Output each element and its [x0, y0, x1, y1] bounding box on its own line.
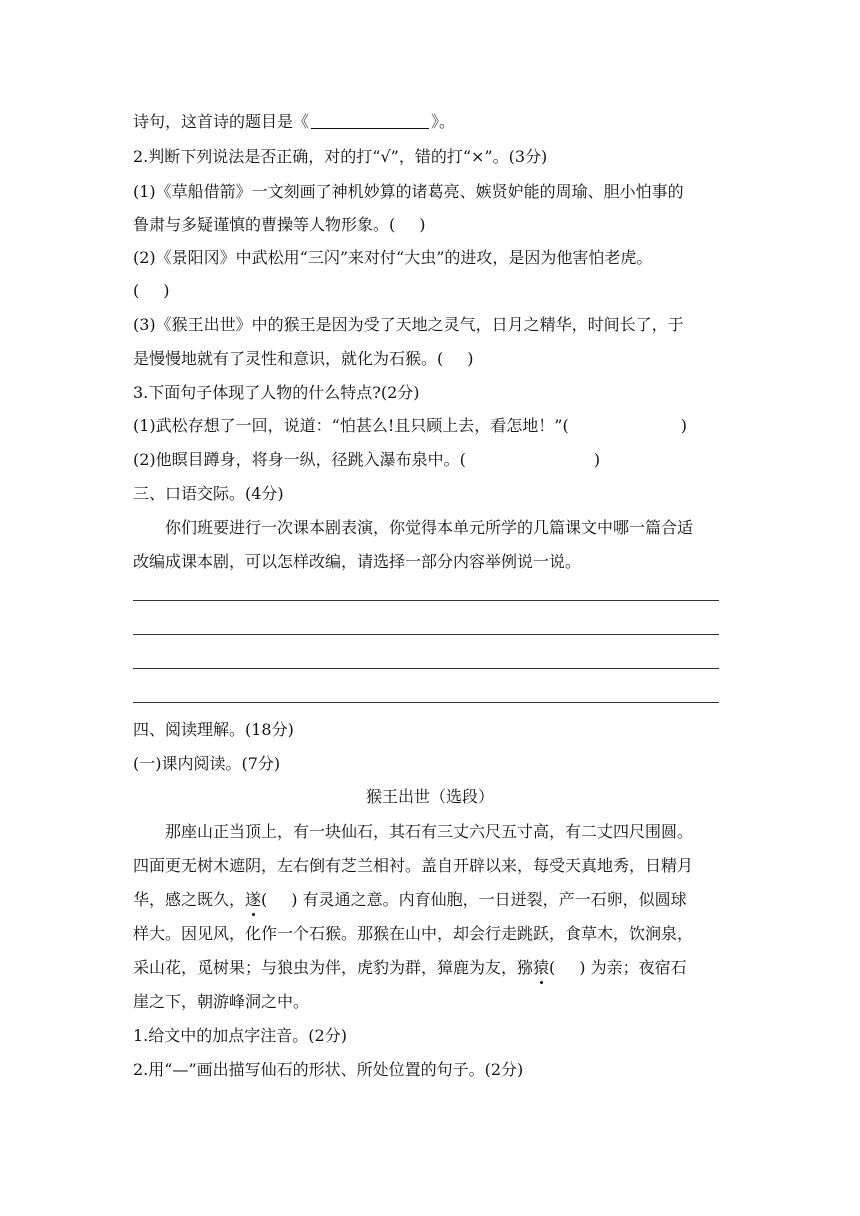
answer-line[interactable] — [133, 668, 719, 669]
passage-line: 崖之下，朝游峰洞之中。 — [133, 992, 310, 1011]
question-4-2: 2.用“—”画出描写仙石的形状、所处位置的句子。(2分) — [133, 1060, 524, 1079]
dotted-char: 遂 — [245, 890, 262, 909]
question-3: 3.下面句子体现了人物的什么特点?(2分) — [133, 383, 420, 402]
section-3-heading: 三、口语交际。(4分) — [133, 484, 284, 503]
answer-line[interactable] — [133, 702, 719, 703]
passage-line: 那座山正当顶上，有一块仙石，其石有三丈六尺五寸高，有二丈四尺围圆。 — [165, 822, 694, 841]
answer-line[interactable] — [133, 600, 719, 601]
question-2: 2.判断下列说法是否正确，对的打“√”，错的打“×”。(3分) — [133, 147, 548, 166]
question-4-1: 1.给文中的加点字注音。(2分) — [133, 1026, 347, 1045]
answer-line[interactable] — [133, 634, 719, 635]
passage-title: 猴王出世（选段） — [365, 787, 494, 806]
passage-line: 采山花，觅树果；与狼虫为伴，虎豹为群，獐鹿为友，猕猿( ) 为亲；夜宿石 — [133, 958, 687, 977]
question-2-item-2: (2)《景阳冈》中武松用“三闪”来对付“大虫”的进攻，是因为他害怕老虎。 — [133, 248, 653, 267]
question-2-item-1: (1)《草船借箭》一文刻画了神机妙算的诸葛亮、嫉贤妒能的周瑜、胆小怕事的 — [133, 182, 684, 201]
section-3-prompt-cont: 改编成课本剧，可以怎样改编，请选择一部分内容举例说一说。 — [133, 552, 582, 571]
question-3-item-1: (1)武松存想了一回，说道：“怕甚么!且只顾上去，看怎地！”( ) — [133, 416, 687, 435]
question-2-item-3-cont: 是慢慢地就有了灵性和意识，就化为石猴。( ) — [133, 349, 474, 368]
question-2-item-1-cont: 鲁肃与多疑谨慎的曹操等人物形象。( ) — [133, 215, 426, 234]
section-3-prompt: 你们班要进行一次课本剧表演，你觉得本单元所学的几篇课文中哪一篇合适 — [165, 518, 694, 537]
question-2-item-3: (3)《猴王出世》中的猴王是因为受了天地之灵气，日月之精华，时间长了，于 — [133, 315, 684, 334]
dotted-char: 猿 — [533, 958, 550, 977]
passage-line: 华，感之既久，遂( ) 有灵通之意。内育仙胞，一日迸裂，产一石卵，似圆球 — [133, 890, 687, 909]
passage-line: 四面更无树木遮阴，左右倒有芝兰相衬。盖自开辟以来，每受天真地秀，日精月 — [133, 856, 694, 875]
question-2-item-2-cont: ( ) — [133, 281, 170, 300]
passage-line: 样大。因见风，化作一个石猴。那猴在山中，却会行走跳跃，食草木，饮涧泉， — [133, 924, 694, 943]
poem-title-question: 诗句，这首诗的题目是《 》。 — [133, 112, 456, 131]
question-3-item-2: (2)他瞑目蹲身，将身一纵，径跳入瀑布泉中。( ) — [133, 450, 601, 469]
section-4-heading: 四、阅读理解。(18分) — [133, 720, 294, 739]
section-4-part-1: (一)课内阅读。(7分) — [133, 754, 281, 773]
answer-blank[interactable] — [311, 112, 429, 129]
